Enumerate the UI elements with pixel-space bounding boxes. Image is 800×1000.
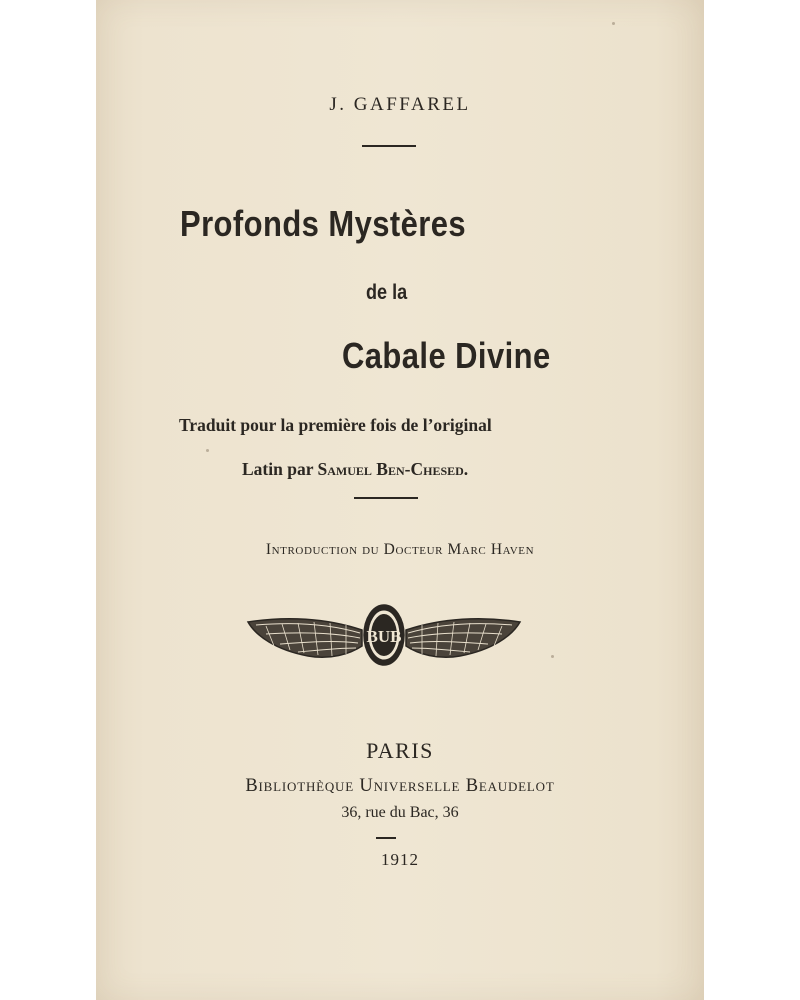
introduction-credit: Introduction du Docteur Marc Haven <box>265 541 535 558</box>
publisher-name: Bibliothèque Universelle Beaudelot <box>245 776 555 796</box>
subtitle-suffix: . <box>463 459 469 479</box>
address-rule <box>376 837 396 839</box>
title-line-1: Profonds Mystères <box>180 203 467 244</box>
subtitle-line-1: Traduit pour la première fois de l’original <box>179 415 492 435</box>
winged-emblem-icon <box>246 602 522 673</box>
title-line-2: de la <box>366 281 408 304</box>
publication-place: PARIS <box>366 738 434 763</box>
subtitle-line-2 <box>242 459 468 480</box>
paper-speck <box>551 655 554 658</box>
paper-speck <box>612 22 615 25</box>
subtitle-rule <box>354 497 418 499</box>
publisher-address: 36, rue du Bac, 36 <box>341 804 459 821</box>
subtitle-prefix: Latin par <box>242 459 318 479</box>
author-name: J. GAFFAREL <box>329 94 471 115</box>
translator-name: Samuel Ben-Chesed <box>317 459 464 479</box>
title-page <box>96 0 704 1000</box>
publication-year: 1912 <box>381 850 419 869</box>
emblem-monogram: BUB <box>366 627 402 646</box>
paper-speck <box>206 449 209 452</box>
author-rule <box>362 145 416 147</box>
title-line-3: Cabale Divine <box>342 335 551 376</box>
